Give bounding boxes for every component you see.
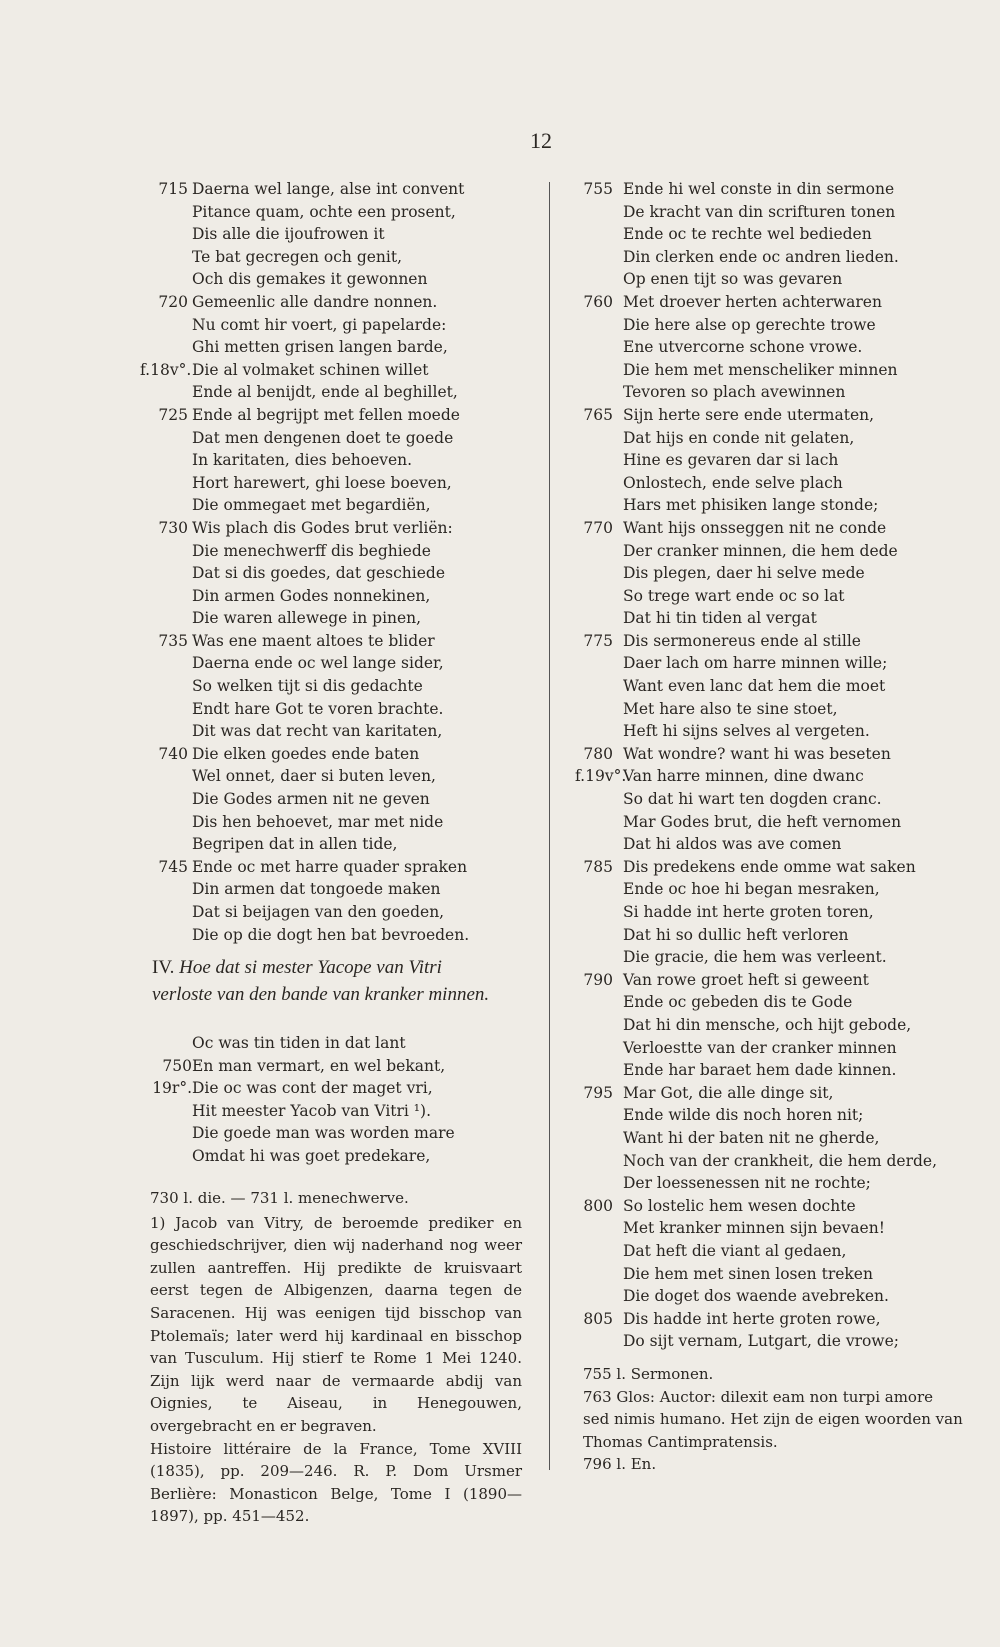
- verse-text: En man vermart, en wel bekant,: [192, 1056, 446, 1075]
- heading-line-2: verloste van den bande van kranker minnen.: [152, 984, 490, 1005]
- line-number: 745: [158, 857, 188, 876]
- verse-text: Ende al benijdt, ende al beghillet,: [192, 383, 458, 402]
- verse-line: [140, 1055, 540, 1078]
- verse-text: Van rowe groet heft si geweent: [623, 970, 869, 989]
- verse-line: [575, 969, 970, 992]
- verse-text: Sijn herte sere ende utermaten,: [623, 405, 875, 424]
- verse-line: [575, 494, 970, 517]
- verse-line: [140, 562, 540, 585]
- verse-text: Onlostech, ende selve plach: [623, 473, 843, 492]
- verse-line: [575, 1195, 970, 1218]
- verse-line: [575, 607, 970, 630]
- verse-text: Die hem met sinen losen treken: [623, 1264, 873, 1283]
- verse-text: So dat hi wart ten dogden cranc.: [623, 790, 882, 809]
- verse-line: [140, 1100, 540, 1123]
- heading-numeral: IV.: [152, 957, 175, 978]
- verse-line: [575, 901, 970, 924]
- verse-line: [575, 1172, 970, 1195]
- verse-line: [140, 201, 540, 224]
- verse-text: Der cranker minnen, die hem dede: [623, 541, 898, 560]
- verse-line: [140, 291, 540, 314]
- verse-line: [140, 517, 540, 540]
- line-number: 765: [583, 405, 613, 424]
- line-number: 790: [583, 970, 613, 989]
- verse-text: Dit was dat recht van karitaten,: [192, 722, 443, 741]
- verse-text: Ende oc te rechte wel bedieden: [623, 225, 872, 244]
- footnote: 730 l. die. — 731 l. menechwerve.: [150, 1189, 409, 1207]
- verse-line: [575, 720, 970, 743]
- verse-text: Gemeenlic alle dandre nonnen.: [192, 292, 438, 311]
- verse-line: [575, 201, 970, 224]
- right-verse-column: [575, 178, 970, 1353]
- verse-line: [575, 381, 970, 404]
- verse-text: Ende oc met harre quader spraken: [192, 857, 468, 876]
- verse-text: Ende oc hoe hi began mesraken,: [623, 880, 880, 899]
- verse-line: [140, 765, 540, 788]
- line-number: f.18v°.: [140, 360, 192, 379]
- verse-line: [575, 743, 970, 766]
- verse-text: Daer lach om harre minnen wille;: [623, 654, 888, 673]
- verse-line: [140, 1145, 540, 1168]
- verse-line: [575, 1082, 970, 1105]
- verse-text: Die Godes armen nit ne geven: [192, 790, 430, 809]
- verse-line: [140, 381, 540, 404]
- page-number: 12: [530, 128, 552, 153]
- verse-text: Wat wondre? want hi was beseten: [623, 744, 891, 763]
- verse-text: Die gracie, die hem was verleent.: [623, 948, 887, 967]
- line-number: 19r°.: [152, 1079, 192, 1098]
- verse-text: Die elken goedes ende baten: [192, 744, 420, 763]
- verse-line: [140, 494, 540, 517]
- verse-line: [575, 246, 970, 269]
- verse-text: Met kranker minnen sijn bevaen!: [623, 1219, 885, 1238]
- verse-text: Met droever herten achterwaren: [623, 292, 882, 311]
- verse-text: Begripen dat in allen tide,: [192, 835, 398, 854]
- verse-line: [575, 788, 970, 811]
- verse-line: [575, 856, 970, 879]
- verse-line: [575, 630, 970, 653]
- verse-text: In karitaten, dies behoeven.: [192, 451, 413, 470]
- verse-text: Ende oc gebeden dis te Gode: [623, 993, 853, 1012]
- left-verse-column-2: [140, 1032, 540, 1168]
- verse-line: [140, 924, 540, 947]
- verse-text: Heft hi sijns selves al vergeten.: [623, 722, 870, 741]
- verse-text: Hit meester Yacob van Vitri ¹).: [192, 1101, 431, 1120]
- verse-line: [140, 178, 540, 201]
- line-number: 750: [162, 1056, 192, 1075]
- verse-line: [575, 223, 970, 246]
- verse-line: [575, 427, 970, 450]
- verse-line: [575, 359, 970, 382]
- verse-text: Ende wilde dis noch horen nit;: [623, 1106, 864, 1125]
- verse-text: Ghi metten grisen langen barde,: [192, 338, 448, 357]
- verse-line: [575, 652, 970, 675]
- verse-text: So welken tijt si dis gedachte: [192, 677, 423, 696]
- verse-line: [575, 698, 970, 721]
- verse-text: Want hijs onsseggen nit ne conde: [623, 518, 887, 537]
- verse-text: Verloestte van der cranker minnen: [623, 1038, 897, 1057]
- verse-line: [575, 1150, 970, 1173]
- verse-line: [575, 1014, 970, 1037]
- footnote: 763 Glos: Auctor: dilexit eam non turpi amore sed nimis humano. Het zijn de eigen woorden van Thomas Cantimpratensis.: [583, 1387, 963, 1451]
- verse-text: Dis sermonereus ende al stille: [623, 631, 861, 650]
- verse-line: [575, 924, 970, 947]
- verse-line: [140, 652, 540, 675]
- heading-line-1: Hoe dat si mester Yacope van Vitri: [179, 957, 442, 978]
- verse-line: [575, 1127, 970, 1150]
- line-number: 795: [583, 1083, 613, 1102]
- verse-text: Die op die dogt hen bat bevroeden.: [192, 925, 470, 944]
- column-divider: [549, 182, 550, 1470]
- verse-line: [140, 336, 540, 359]
- verse-line: [575, 1217, 970, 1240]
- verse-line: [575, 878, 970, 901]
- verse-text: Die hem met menscheliker minnen: [623, 360, 898, 379]
- verse-text: Die here alse op gerechte trowe: [623, 315, 876, 334]
- verse-line: [575, 1263, 970, 1286]
- verse-line: [140, 833, 540, 856]
- verse-text: Dat hi so dullic heft verloren: [623, 925, 849, 944]
- verse-text: Ende hi wel conste in din sermone: [623, 180, 895, 198]
- line-number: 780: [583, 744, 613, 763]
- line-number: 735: [158, 631, 188, 650]
- verse-text: Din armen dat tongoede maken: [192, 880, 441, 899]
- verse-text: Die goede man was worden mare: [192, 1124, 455, 1143]
- line-number: 800: [583, 1196, 613, 1215]
- verse-line: [575, 449, 970, 472]
- verse-text: Die waren allewege in pinen,: [192, 609, 422, 628]
- verse-text: De kracht van din scrifturen tonen: [623, 202, 896, 221]
- verse-line: [575, 1240, 970, 1263]
- verse-line: [575, 540, 970, 563]
- verse-line: [575, 991, 970, 1014]
- verse-text: Dis hadde int herte groten rowe,: [623, 1309, 881, 1328]
- verse-line: [140, 811, 540, 834]
- verse-line: [140, 427, 540, 450]
- verse-text: Te bat gecregen och genit,: [192, 247, 403, 266]
- verse-line: [140, 788, 540, 811]
- verse-line: [140, 675, 540, 698]
- footnotes-left: [150, 1187, 522, 1528]
- verse-text: Tevoren so plach avewinnen: [623, 383, 846, 402]
- verse-line: [140, 856, 540, 879]
- verse-line: [140, 585, 540, 608]
- verse-line: [140, 901, 540, 924]
- verse-text: Mar Godes brut, die heft vernomen: [623, 812, 902, 831]
- verse-text: Dat hi din mensche, och hijt gebode,: [623, 1015, 912, 1034]
- verse-line: [140, 743, 540, 766]
- verse-line: [140, 878, 540, 901]
- verse-text: Si hadde int herte groten toren,: [623, 903, 874, 921]
- verse-line: [140, 720, 540, 743]
- verse-line: [575, 517, 970, 540]
- verse-text: Ende al begrijpt met fellen moede: [192, 405, 460, 424]
- line-number: 770: [583, 518, 613, 537]
- verse-line: [140, 1122, 540, 1145]
- verse-text: Daerna ende oc wel lange sider,: [192, 654, 444, 673]
- verse-text: Mar Got, die alle dinge sit,: [623, 1083, 834, 1102]
- verse-line: [140, 630, 540, 653]
- verse-text: So trege wart ende oc so lat: [623, 586, 845, 605]
- verse-line: [575, 946, 970, 969]
- verse-line: [140, 246, 540, 269]
- verse-text: Dat si beijagen van den goeden,: [192, 903, 445, 921]
- line-number: 730: [158, 518, 188, 537]
- verse-line: [575, 336, 970, 359]
- verse-text: Der loessenessen nit ne rochte;: [623, 1174, 871, 1193]
- verse-text: Dat hijs en conde nit gelaten,: [623, 428, 855, 447]
- verse-line: [575, 314, 970, 337]
- line-number: 775: [583, 631, 613, 650]
- verse-line: [140, 449, 540, 472]
- verse-text: Die al volmaket schinen willet: [192, 360, 429, 379]
- verse-line: [575, 1308, 970, 1331]
- verse-text: Hort harewert, ghi loese boeven,: [192, 473, 452, 492]
- verse-text: Ende har baraet hem dade kinnen.: [623, 1061, 897, 1080]
- verse-line: [575, 178, 970, 201]
- verse-text: Do sijt vernam, Lutgart, die vrowe;: [623, 1332, 899, 1351]
- verse-line: [575, 1330, 970, 1353]
- verse-line: [575, 833, 970, 856]
- verse-text: Och dis gemakes it gewonnen: [192, 270, 428, 289]
- verse-text: Dis predekens ende omme wat saken: [623, 857, 916, 876]
- verse-text: Dis alle die ijoufrowen it: [192, 225, 385, 244]
- verse-text: Wis plach dis Godes brut verliën:: [192, 518, 453, 537]
- verse-text: Want even lanc dat hem die moet: [623, 677, 886, 696]
- verse-line: [575, 811, 970, 834]
- verse-line: [575, 1037, 970, 1060]
- verse-line: [575, 291, 970, 314]
- verse-line: [575, 585, 970, 608]
- footnotes-right: [583, 1363, 963, 1476]
- verse-text: Met hare also te sine stoet,: [623, 699, 838, 718]
- verse-text: Pitance quam, ochte een prosent,: [192, 202, 456, 221]
- verse-text: Nu comt hir voert, gi papelarde:: [192, 315, 447, 334]
- verse-text: Omdat hi was goet predekare,: [192, 1146, 431, 1165]
- verse-text: Hine es gevaren dar si lach: [623, 451, 839, 470]
- verse-line: [140, 359, 540, 382]
- footnote: Histoire littéraire de la France, Tome XVIII (1835), pp. 209—246. R. P. Dom Ursmer Berlière: Monasticon Belge, Tome I (1890—1897), pp. 451—452.: [150, 1439, 522, 1526]
- verse-line: [140, 223, 540, 246]
- left-verse-column: [140, 178, 540, 946]
- verse-text: Hars met phisiken lange stonde;: [623, 496, 879, 515]
- section-heading: [152, 954, 542, 1008]
- verse-text: Dis hen behoevet, mar met nide: [192, 812, 444, 831]
- verse-text: Van harre minnen, dine dwanc: [623, 767, 864, 786]
- footnote: 796 l. En.: [583, 1455, 657, 1474]
- verse-line: [140, 1032, 540, 1055]
- verse-text: Din clerken ende oc andren lieden.: [623, 247, 899, 266]
- verse-text: Die menechwerff dis beghiede: [192, 541, 431, 560]
- verse-text: Noch van der crankheit, die hem derde,: [623, 1151, 938, 1170]
- footnote: 1) Jacob van Vitry, de beroemde prediker en geschiedschrijver, dien wij naderhand nog weer zullen aantreffen. Hij predikte de kruisvaart eerst tegen de Albigenzen, daarna tegen de Saracenen. Hij was eenigen tijd bisschop van Ptolemaïs; later werd hij kardinaal en bisschop van Tusculum. Hij stierf te Rome 1 Mei 1240. Zijn lijk werd naar de vermaarde abdij van Oignies, te Aiseau, in Henegouwen, overgebracht en er begraven.: [150, 1213, 522, 1435]
- verse-text: Was ene maent altoes te blider: [192, 631, 435, 650]
- line-number: 805: [583, 1309, 613, 1328]
- verse-text: Op enen tijt so was gevaren: [623, 270, 843, 289]
- verse-text: Die oc was cont der maget vri,: [192, 1079, 433, 1098]
- verse-line: [140, 540, 540, 563]
- verse-line: [140, 698, 540, 721]
- verse-line: [575, 1104, 970, 1127]
- verse-text: Die ommegaet met begardiën,: [192, 496, 431, 515]
- line-number: 715: [158, 180, 188, 198]
- verse-text: So lostelic hem wesen dochte: [623, 1196, 856, 1215]
- verse-text: Dis plegen, daer hi selve mede: [623, 564, 865, 583]
- line-number: 785: [583, 857, 613, 876]
- verse-line: [575, 562, 970, 585]
- verse-line: [575, 404, 970, 427]
- verse-text: Want hi der baten nit ne gherde,: [623, 1128, 880, 1147]
- line-number: 725: [158, 405, 188, 424]
- line-number: 720: [158, 292, 188, 311]
- verse-text: Dat si dis goedes, dat geschiede: [192, 564, 446, 583]
- verse-text: Dat hi tin tiden al vergat: [623, 609, 817, 628]
- verse-text: Dat hi aldos was ave comen: [623, 835, 842, 854]
- verse-text: Dat heft die viant al gedaen,: [623, 1241, 847, 1260]
- verse-text: Endt hare Got te voren brachte.: [192, 699, 444, 718]
- line-number: 755: [583, 180, 613, 198]
- verse-line: [140, 268, 540, 291]
- verse-text: Dat men dengenen doet te goede: [192, 428, 454, 447]
- verse-line: [575, 472, 970, 495]
- verse-text: Daerna wel lange, alse int convent: [192, 180, 465, 198]
- line-number: 740: [158, 744, 188, 763]
- verse-line: [140, 314, 540, 337]
- verse-text: Wel onnet, daer si buten leven,: [192, 767, 436, 786]
- verse-line: [140, 1077, 540, 1100]
- verse-line: [575, 1285, 970, 1308]
- verse-line: [140, 404, 540, 427]
- verse-text: Oc was tin tiden in dat lant: [192, 1034, 406, 1052]
- verse-text: Din armen Godes nonnekinen,: [192, 586, 431, 605]
- verse-line: [140, 607, 540, 630]
- verse-line: [140, 472, 540, 495]
- verse-line: [575, 675, 970, 698]
- verse-line: [575, 765, 970, 788]
- verse-line: [575, 1059, 970, 1082]
- footnote: 755 l. Sermonen.: [583, 1365, 714, 1383]
- verse-text: Ene utvercorne schone vrowe.: [623, 338, 863, 357]
- verse-line: [575, 268, 970, 291]
- line-number: 760: [583, 292, 613, 311]
- line-number: f.19v°.: [575, 767, 627, 786]
- verse-text: Die doget dos waende avebreken.: [623, 1287, 889, 1306]
